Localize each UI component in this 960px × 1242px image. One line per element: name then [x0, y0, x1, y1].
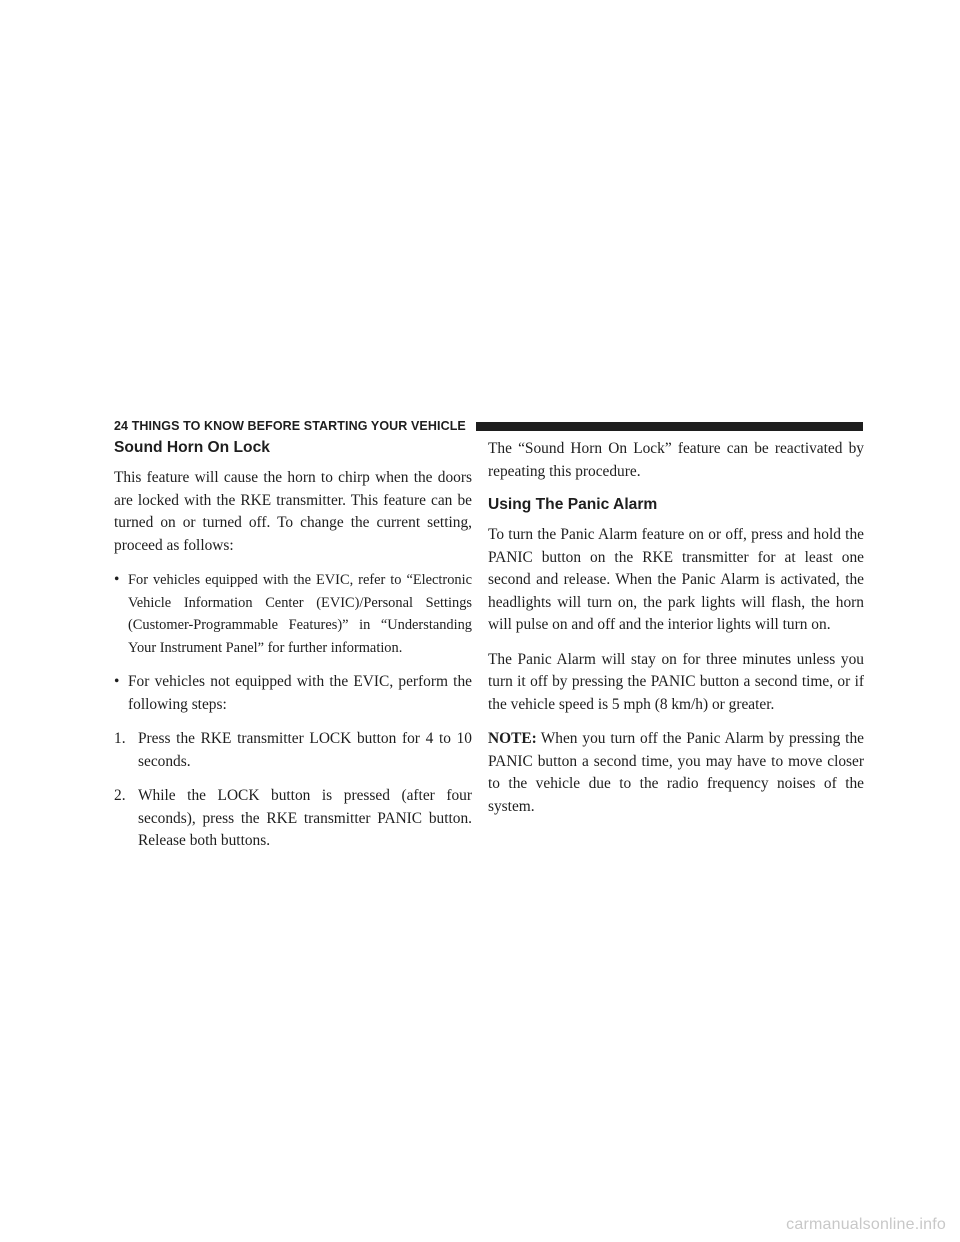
page-header [114, 418, 863, 434]
panic-paragraph-1: To turn the Panic Alarm feature on or off, press and hold the PANIC button on the RKE transmitter for at least one second and release. When the Panic Alarm is activated, the headlights will turn on, the park lights will flash, the horn will pulse on and off and the interior lights will turn on. [488, 526, 864, 633]
note-label: NOTE: [488, 730, 537, 747]
bullet-icon: • [114, 673, 120, 690]
bullet-item [114, 671, 472, 716]
bullet-text: For vehicles not equipped with the EVIC, perform the following steps: [128, 673, 472, 713]
step-item [114, 785, 472, 853]
bullet-text: For vehicles equipped with the EVIC, refer to “Electronic Vehicle Information Center (EVIC)/Personal Settings (Customer-Programmable Features)” in “Understanding Your Instrument Panel” for further information. [128, 572, 472, 656]
step-text: Press the RKE transmitter LOCK button for 4 to 10 seconds. [138, 730, 472, 770]
step-number: 2. [114, 787, 126, 804]
bullet-icon: • [114, 571, 120, 588]
panic-paragraph-2: The Panic Alarm will stay on for three minutes unless you turn it off by pressing the PANIC button a second time, or if the vehicle speed is 5 mph (8 km/h) or greater. [488, 650, 864, 713]
bullet-item [114, 569, 472, 659]
right-column [488, 438, 864, 830]
left-column [114, 438, 472, 865]
step-text: While the LOCK button is pressed (after four seconds), press the RKE transmitter PANIC button. Release both buttons. [138, 787, 472, 849]
heading-using-the-panic-alarm: Using The Panic Alarm [488, 496, 658, 513]
note-text: When you turn off the Panic Alarm by pressing the PANIC button a second time, you may have to move closer to the vehicle due to the radio frequency noises of the system. [488, 730, 864, 815]
page-number: 24 [114, 419, 129, 433]
header-rule [476, 422, 863, 431]
header-title [114, 419, 466, 433]
intro-paragraph: This feature will cause the horn to chirp when the doors are locked with the RKE transmitter. This feature can be turned on or turned off. To change the current setting, proceed as follows: [114, 469, 472, 554]
step-number: 1. [114, 730, 126, 747]
section-title: THINGS TO KNOW BEFORE STARTING YOUR VEHICLE [131, 419, 466, 433]
note-paragraph [488, 728, 864, 818]
step-item [114, 728, 472, 773]
heading-sound-horn-on-lock: Sound Horn On Lock [114, 439, 270, 456]
reactivate-paragraph: The “Sound Horn On Lock” feature can be reactivated by repeating this procedure. [488, 440, 864, 480]
watermark: carmanualsonline.info [786, 1216, 946, 1233]
